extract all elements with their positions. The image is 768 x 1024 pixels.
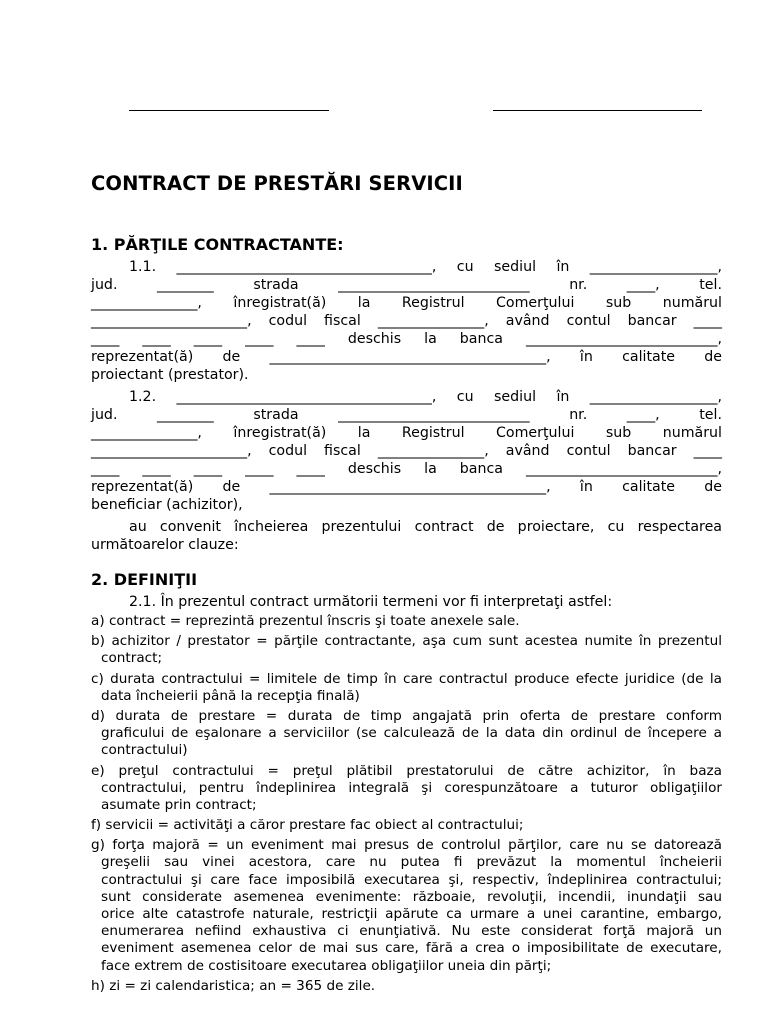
- party2-line: 1.2. ____________________________________, cu sediul în __________________,: [129, 389, 722, 405]
- definition-item: [91, 763, 722, 815]
- party2-line: ____ ____ ____ ____ ____ deschis la banca ___________________________,: [91, 461, 722, 477]
- definitions-list: [91, 613, 722, 995]
- definition-line: data încheierii până la recepţia finală): [101, 687, 360, 704]
- header-blank-left: [129, 110, 329, 111]
- document-title: CONTRACT DE PRESTĂRI SERVICII: [91, 172, 463, 195]
- party2-line: jud. ________ strada ___________________________ nr. ____, tel.: [91, 407, 722, 423]
- agreement-line: au convenit încheierea prezentului contract de proiectare, cu respectarea: [129, 519, 722, 535]
- definition-line: d) durata de prestare = durata de timp angajată prin oferta de prestare conform: [91, 707, 722, 724]
- section-heading-definitions: 2. DEFINIŢII: [91, 570, 198, 589]
- definition-item: [91, 837, 722, 975]
- definition-line: asumate prin contract;: [101, 796, 257, 813]
- definition-item: [91, 978, 722, 995]
- section-heading-parties: 1. PĂRŢILE CONTRACTANTE:: [91, 235, 344, 254]
- definition-item: [91, 817, 722, 834]
- definition-line: face extrem de costisitoare executarea obligaţiilor uneia din părţi;: [101, 957, 552, 974]
- definition-line: c) durata contractului = limitele de timp în care contractul produce efecte juridice (de la: [91, 670, 722, 687]
- definition-item: [91, 633, 722, 667]
- definition-item: [91, 708, 722, 760]
- definition-line: graficului de eşalonare a serviciilor (se calculează de la data din ordinul de începere a: [101, 725, 722, 742]
- party1-line: ______________________, codul fiscal _______________, având contul bancar ____: [91, 313, 722, 329]
- definition-item: [91, 613, 722, 630]
- party1-line: 1.1. ____________________________________, cu sediul în __________________,: [129, 259, 722, 275]
- definition-line: contractului): [101, 742, 188, 759]
- definition-line: contractului şi care face imposibilă executarea şi, respectiv, îndeplinirea contractului;: [101, 871, 722, 888]
- definition-line: orice alte catastrofe naturale, restricţii apărute ca urmare a unei carantine, embargo,: [101, 906, 722, 922]
- definition-line: a) contract = reprezintă prezentul înscris şi toate anexele sale.: [91, 613, 520, 629]
- definition-line: eveniment asemenea celor de mai sus care, fără a crea o imposibilitate de executare,: [101, 940, 722, 957]
- definition-line: sunt considerate asemenea evenimente: războaie, revoluţii, incendii, inundaţii sau: [101, 888, 722, 905]
- party1-line: jud. ________ strada ___________________________ nr. ____, tel.: [91, 277, 722, 293]
- definition-line: enumerarea nefiind exhaustiva ci enunţiativă. Nu este considerat forţă majoră un: [101, 923, 722, 940]
- definition-line: contract;: [101, 650, 163, 667]
- definition-line: h) zi = zi calendaristica; an = 365 de zile.: [91, 977, 376, 994]
- header-blank-right: [493, 110, 702, 111]
- definition-line: g) forţa majoră = un eveniment mai presus de controlul părţilor, care nu se datorează: [91, 837, 722, 854]
- definition-line: b) achizitor / prestator = părţile contractante, aşa cum sunt acestea numite în prezentul: [91, 633, 722, 650]
- definition-line: e) preţul contractului = preţul plătibil prestatorului de către achizitor, în baza: [91, 762, 722, 779]
- party1-line: reprezentat(ă) de _______________________________________, în calitate de: [91, 349, 722, 365]
- definition-line: f) servicii = activităţi a căror prestare fac obiect al contractului;: [91, 817, 524, 834]
- definitions-intro: 2.1. În prezentul contract următorii termeni vor fi interpretaţi astfel:: [129, 594, 613, 610]
- party1-line: _______________, înregistrat(ă) la Registrul Comerţului sub numărul: [91, 295, 722, 311]
- party1-line: ____ ____ ____ ____ ____ deschis la banca ___________________________,: [91, 331, 722, 347]
- party1-role: proiectant (prestator).: [91, 367, 249, 383]
- party2-line: ______________________, codul fiscal _______________, având contul bancar ____: [91, 443, 722, 459]
- definition-line: contractului, pentru îndeplinirea integrală şi corespunzătoare a tuturor obligaţiilor: [101, 779, 722, 796]
- definition-item: [91, 671, 722, 705]
- party2-role: beneficiar (achizitor),: [91, 497, 243, 513]
- agreement-line: următoarelor clauze:: [91, 537, 239, 553]
- party2-line: reprezentat(ă) de _______________________________________, în calitate de: [91, 479, 722, 495]
- definition-line: greşelii sau vinei acestora, care nu putea fi prevăzut la momentul încheierii: [101, 854, 722, 871]
- party2-line: _______________, înregistrat(ă) la Registrul Comerţului sub numărul: [91, 425, 722, 441]
